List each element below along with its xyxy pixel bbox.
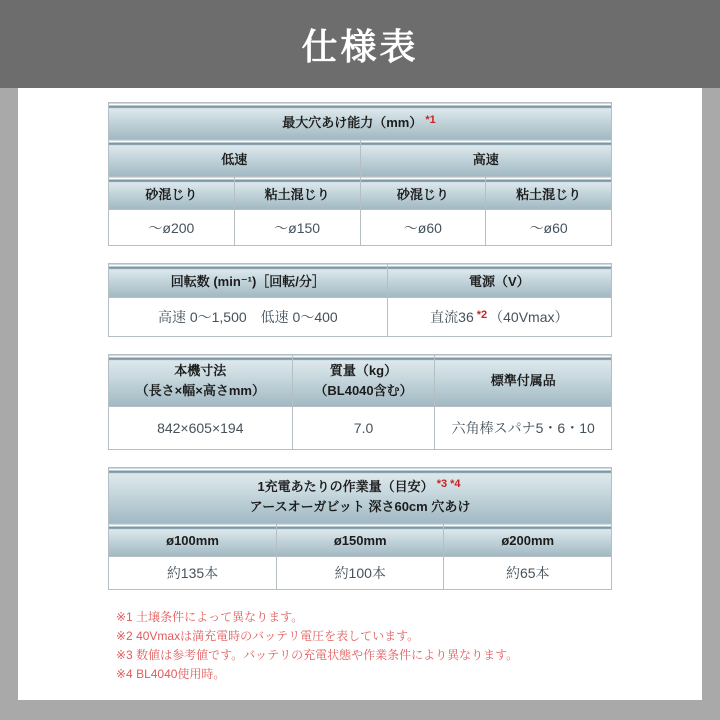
capacity-value-clay-high: ～ø60 <box>486 210 612 246</box>
soil-header-sand-high: 砂混じり <box>360 177 486 210</box>
holes-value-100: 約135本 <box>109 557 277 590</box>
weight-value: 7.0 <box>292 407 435 450</box>
table-row <box>109 355 612 407</box>
footnote-mark-2: *2 <box>476 309 488 321</box>
high-speed-header: 高速 <box>360 140 612 177</box>
power-value-suffix: （40Vmax） <box>489 309 569 325</box>
dimensions-weight-table <box>108 354 612 450</box>
diameter-header-200: ø200mm <box>444 524 612 557</box>
table-row <box>109 557 612 590</box>
rotation-speed-header: 回転数 (min⁻¹)［回転/分］ <box>109 264 388 298</box>
content-panel <box>18 88 702 700</box>
weight-header-line2: （BL4040含む） <box>314 382 413 398</box>
capacity-value-sand-low: ～ø200 <box>109 210 235 246</box>
page-header-bar <box>0 0 720 88</box>
power-source-value <box>387 298 611 337</box>
table4-subtitle: アースオーガビット 深さ60cm 穴あけ <box>249 499 471 514</box>
footnote-line-1: ※1 土壌条件によって異なります。 <box>116 610 304 624</box>
footnote-marks-3-4: *3 *4 <box>436 478 461 490</box>
dimensions-header-line1: 本機寸法 <box>174 362 227 378</box>
power-source-header: 電源（V） <box>387 264 611 298</box>
power-value-prefix: 直流36 <box>430 309 474 325</box>
dimensions-header-line2: （長さ×幅×高さmm） <box>135 382 265 398</box>
weight-header <box>292 355 435 407</box>
table-row <box>109 210 612 246</box>
dimensions-header <box>109 355 293 407</box>
accessories-header-line1: 標準付属品 <box>490 372 556 388</box>
max-drilling-capacity-table <box>108 102 612 246</box>
capacity-value-clay-low: ～ø150 <box>234 210 360 246</box>
table-row <box>109 298 612 337</box>
table-row <box>109 140 612 177</box>
table-row <box>109 524 612 557</box>
footnote-line-3: ※3 数値は参考値です。バッテリの充電状態や作業条件により異なります。 <box>116 648 519 662</box>
footnote-mark-1: *1 <box>425 113 436 126</box>
capacity-value-sand-high: ～ø60 <box>360 210 486 246</box>
page-title: 仕様表 <box>301 25 419 67</box>
table1-title: 最大穴あけ能力（mm） <box>282 114 423 130</box>
rotation-power-table <box>108 263 612 337</box>
table-row <box>109 407 612 450</box>
table1-title-cell <box>109 103 612 140</box>
footnote-line-4: ※4 BL4040使用時。 <box>116 667 226 681</box>
accessories-value: 六角棒スパナ5・6・10 <box>435 407 612 450</box>
work-per-charge-table <box>108 467 612 590</box>
footnotes <box>108 608 612 684</box>
table4-title: 1充電あたりの作業量（目安） <box>257 479 434 494</box>
weight-header-line1: 質量（kg） <box>329 362 398 378</box>
soil-header-sand-low: 砂混じり <box>109 177 235 210</box>
rotation-speed-value: 高速 0～1,500 低速 0～400 <box>109 298 388 337</box>
table-row <box>109 468 612 524</box>
holes-value-200: 約65本 <box>444 557 612 590</box>
table-row <box>109 177 612 210</box>
diameter-header-150: ø150mm <box>277 524 444 557</box>
soil-header-clay-high: 粘土混じり <box>486 177 612 210</box>
table4-title-line <box>113 474 607 497</box>
soil-header-clay-low: 粘土混じり <box>234 177 360 210</box>
table-row <box>109 264 612 298</box>
low-speed-header: 低速 <box>109 140 361 177</box>
holes-value-150: 約100本 <box>277 557 444 590</box>
accessories-header <box>435 355 612 407</box>
dimensions-value: 842×605×194 <box>109 407 293 450</box>
table4-title-cell <box>109 468 612 524</box>
footnote-line-2: ※2 40Vmaxは満充電時のバッテリ電圧を表しています。 <box>116 629 420 643</box>
diameter-header-100: ø100mm <box>109 524 277 557</box>
table-row <box>109 103 612 140</box>
